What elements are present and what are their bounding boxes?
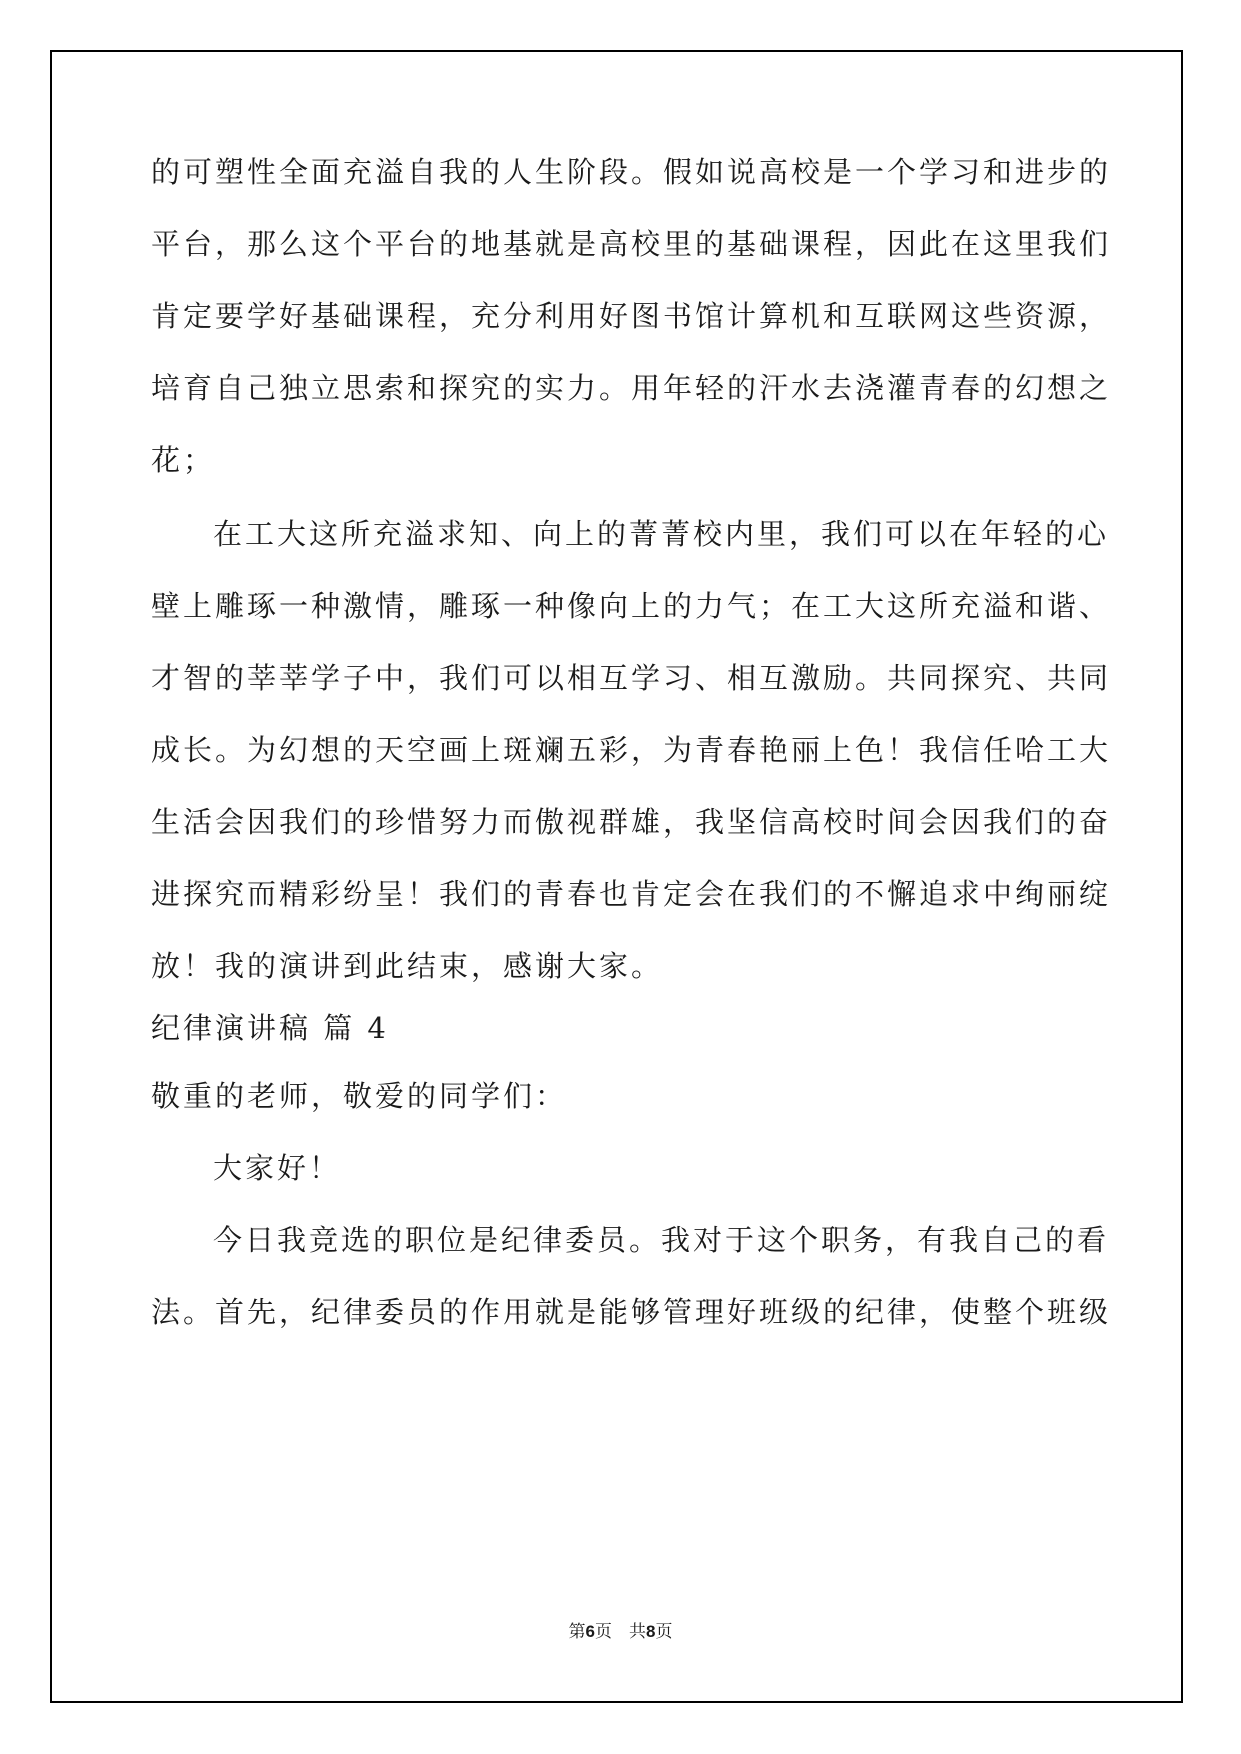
paragraph-line: 法。首先，纪律委员的作用就是能够管理好班级的纪律，使整个班级 [151,1295,1112,1329]
paragraph-line: 放！我的演讲到此结束，感谢大家。 [151,949,664,983]
footer-middle: 页 共 [595,1622,646,1642]
paragraph-line: 壁上雕琢一种激情，雕琢一种像向上的力气；在工大这所充溢和谐、 [151,589,1112,623]
paragraph-line: 培育自己独立思索和探究的实力。用年轻的汗水去浇灌青春的幻想之 [151,371,1112,405]
paragraph-line: 花； [151,443,216,477]
footer-prefix: 第 [568,1622,586,1642]
footer-page-number: 6 [585,1622,595,1641]
paragraph-line: 今日我竞选的职位是纪律委员。我对于这个职务，有我自己的看 [213,1223,1110,1257]
page-footer [0,1617,1241,1642]
paragraph-line: 平台，那么这个平台的地基就是高校里的基础课程，因此在这里我们 [151,227,1112,261]
footer-page-total: 8 [646,1622,656,1641]
section-heading: 纪律演讲稿 篇 4 [151,1011,389,1045]
paragraph-line: 成长。为幻想的天空画上斑斓五彩，为青春艳丽上色！我信任哈工大 [151,733,1112,767]
paragraph-line: 在工大这所充溢求知、向上的菁菁校内里，我们可以在年轻的心 [213,517,1110,551]
paragraph-line: 的可塑性全面充溢自我的人生阶段。假如说高校是一个学习和进步的 [151,155,1112,189]
salutation: 敬重的老师，敬爱的同学们： [151,1079,568,1113]
greeting: 大家好！ [213,1151,342,1185]
paragraph-line: 生活会因我们的珍惜努力而傲视群雄，我坚信高校时间会因我们的奋 [151,805,1112,839]
footer-suffix: 页 [655,1622,673,1642]
paragraph-line: 才智的莘莘学子中，我们可以相互学习、相互激励。共同探究、共同 [151,661,1112,695]
paragraph-line: 进探究而精彩纷呈！我们的青春也肯定会在我们的不懈追求中绚丽绽 [151,877,1112,911]
paragraph-line: 肯定要学好基础课程，充分利用好图书馆计算机和互联网这些资源， [151,299,1112,333]
